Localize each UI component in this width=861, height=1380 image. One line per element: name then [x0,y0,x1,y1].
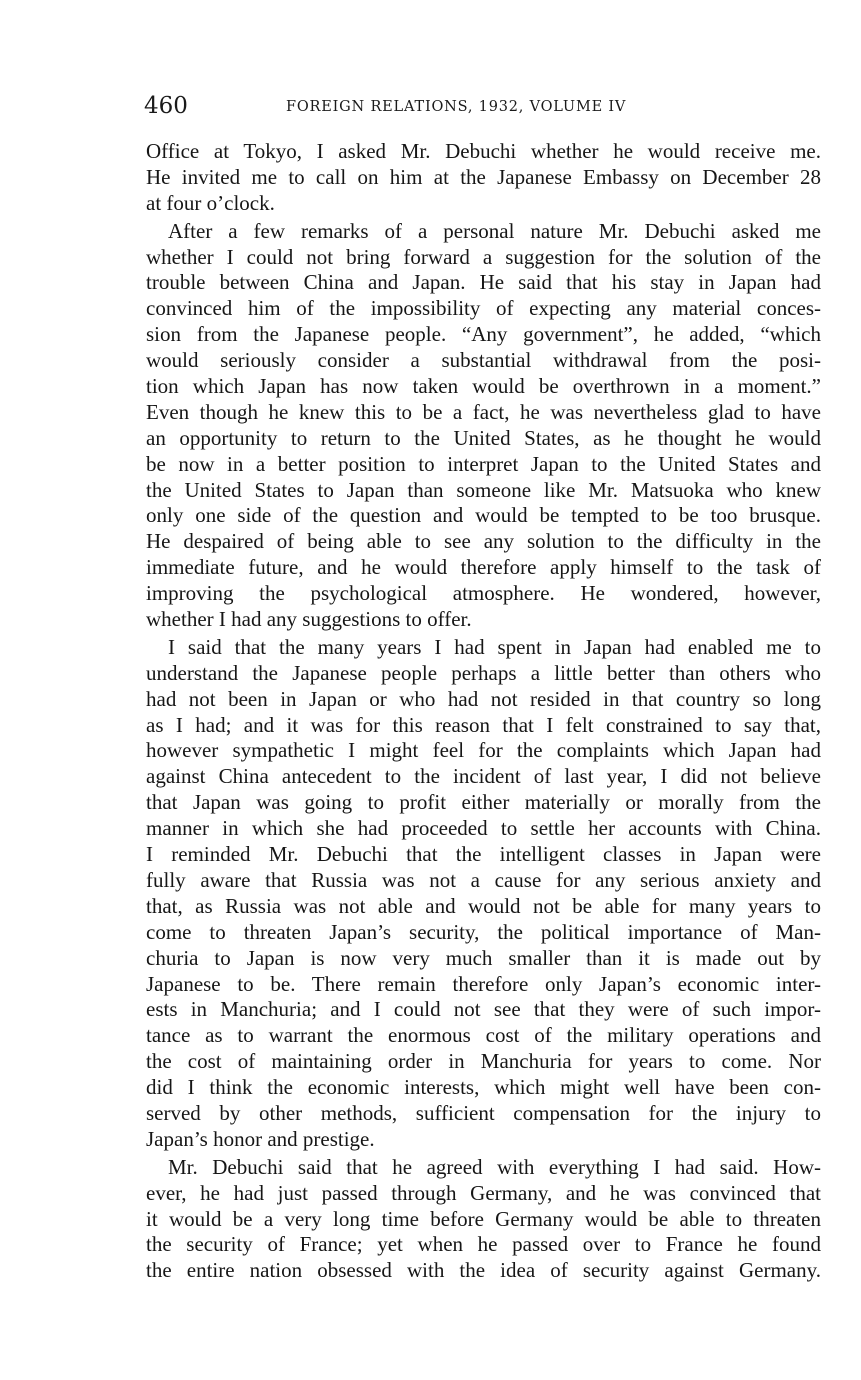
text-line: Japan’s honor and prestige. [146,1126,375,1151]
text-line: improving the psychological atmosphere. He wondered, however, [146,581,821,606]
text-line: come to threaten Japan’s security, the political importance of Man- [146,919,821,944]
text-line: fully aware that Russia was not a cause for any serious anxiety and [146,867,821,892]
text-line: Even though he knew this to be a fact, he was nevertheless glad to have [146,399,821,424]
text-line: tion which Japan has now taken would be overthrown in a moment.” [146,374,821,399]
body-text [146,139,821,1284]
text-line: as I had; and it was for this reason that I felt constrained to say that, [146,712,821,737]
text-line: I said that the many years I had spent in Japan had enabled me to [168,634,821,659]
paragraph-4 [146,1155,821,1284]
paragraph-3 [146,635,821,1153]
text-line: ever, he had just passed through Germany, and he was convinced that [146,1180,821,1205]
text-line: did I think the economic interests, which might well have been con- [146,1075,821,1100]
text-line: at four o’clock. [146,190,275,215]
text-line: sion from the Japanese people. “Any government”, he added, “which [146,322,821,347]
text-line: manner in which she had proceeded to settle her accounts with China. [146,816,821,841]
text-line: ests in Manchuria; and I could not see that they were of such impor- [146,997,821,1022]
running-head: FOREIGN RELATIONS, 1932, VOLUME IV [286,99,627,115]
text-line: tance as to warrant the enormous cost of the military operations and [146,1023,821,1048]
text-line: an opportunity to return to the United States, as he thought he would [146,425,821,450]
text-line: understand the Japanese people perhaps a little better than others who [146,660,821,685]
paragraph-2 [146,219,821,633]
text-line: the United States to Japan than someone like Mr. Matsuoka who knew [146,477,821,502]
text-line: After a few remarks of a personal nature Mr. Debuchi asked me [168,218,821,243]
text-line: trouble between China and Japan. He said that his stay in Japan had [146,270,821,295]
text-line: only one side of the question and would be tempted to be too brusque. [146,503,821,528]
text-line: served by other methods, sufficient compensation for the injury to [146,1100,821,1125]
text-line: it would be a very long time before Germany would be able to threaten [146,1206,821,1231]
text-line: He despaired of being able to see any solution to the difficulty in the [146,529,821,554]
text-line: that Japan was going to profit either materially or morally from the [146,790,821,815]
text-line: whether I could not bring forward a suggestion for the solution of the [146,244,821,269]
page-number: 460 [144,93,188,119]
text-line: that, as Russia was not able and would not be able for many years to [146,893,821,918]
text-line: would seriously consider a substantial withdrawal from the posi- [146,348,821,373]
text-line: against China antecedent to the incident of last year, I did not believe [146,764,821,789]
text-line: He invited me to call on him at the Japanese Embassy on December 28 [146,164,821,189]
text-line: I reminded Mr. Debuchi that the intelligent classes in Japan were [146,842,821,867]
text-line: the security of France; yet when he passed over to France he found [146,1232,821,1257]
page-header [144,90,819,122]
text-line: Mr. Debuchi said that he agreed with everything I had said. How- [168,1154,821,1179]
text-line: however sympathetic I might feel for the complaints which Japan had [146,738,821,763]
text-line: Office at Tokyo, I asked Mr. Debuchi whether he would receive me. [146,139,821,163]
paragraph-1 [146,139,821,217]
text-line: whether I had any suggestions to offer. [146,607,472,632]
text-line: the cost of maintaining order in Manchuria for years to come. Nor [146,1049,821,1074]
text-line: had not been in Japan or who had not resided in that country so long [146,686,821,711]
text-line: churia to Japan is now very much smaller than it is made out by [146,945,821,970]
text-line: be now in a better position to interpret Japan to the United States and [146,451,821,476]
text-line: immediate future, and he would therefore apply himself to the task of [146,555,821,580]
text-line: the entire nation obsessed with the idea of security against Germany. [146,1258,821,1283]
text-line: Japanese to be. There remain therefore only Japan’s economic inter- [146,971,821,996]
text-line: convinced him of the impossibility of expecting any material conces- [146,296,821,321]
